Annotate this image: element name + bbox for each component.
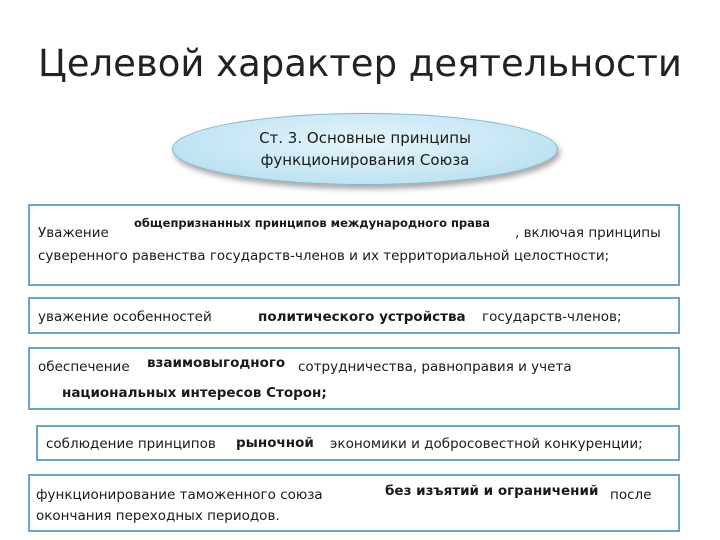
oval-line-2: функционирования Союза [260,151,470,169]
box4-prefix: соблюдение принципов [46,436,216,452]
box3-suffix: сотрудничества, равноправия и учета [298,359,572,375]
article-oval [172,113,558,185]
box5-prefix: функционирование таможенного союза [36,487,323,503]
principle-box-2 [28,297,680,334]
principle-box-4 [36,425,680,461]
box5-suffix: после [610,487,652,503]
box1-prefix: Уважение [38,225,109,241]
box5-bold: без изъятий и ограничений [385,483,599,499]
principle-box-3 [28,347,680,410]
principle-box-1 [28,204,680,286]
slide-title: Целевой характер деятельности [38,42,682,85]
box3-line2: национальных интересов Сторон; [62,385,327,401]
box1-suffix: , включая принципы [515,225,661,241]
principle-box-5 [28,474,680,532]
box4-suffix: экономики и добросовестной конкуренции; [330,436,643,452]
box2-bold: политического устройства [258,309,466,325]
box1-line2: суверенного равенства государств-членов и их территориальной целостности; [38,248,610,264]
box2-suffix: государств-членов; [482,309,622,325]
box3-prefix: обеспечение [38,359,130,375]
box3-bold: взаимовыгодного [147,355,286,371]
oval-line-1: Ст. 3. Основные принципы [259,129,471,147]
box4-bold: рыночной [236,435,314,451]
box1-bold: общепризнанных принципов международного права [134,216,490,230]
box2-prefix: уважение особенностей [38,309,212,325]
box5-line2: окончания переходных периодов. [36,508,280,524]
